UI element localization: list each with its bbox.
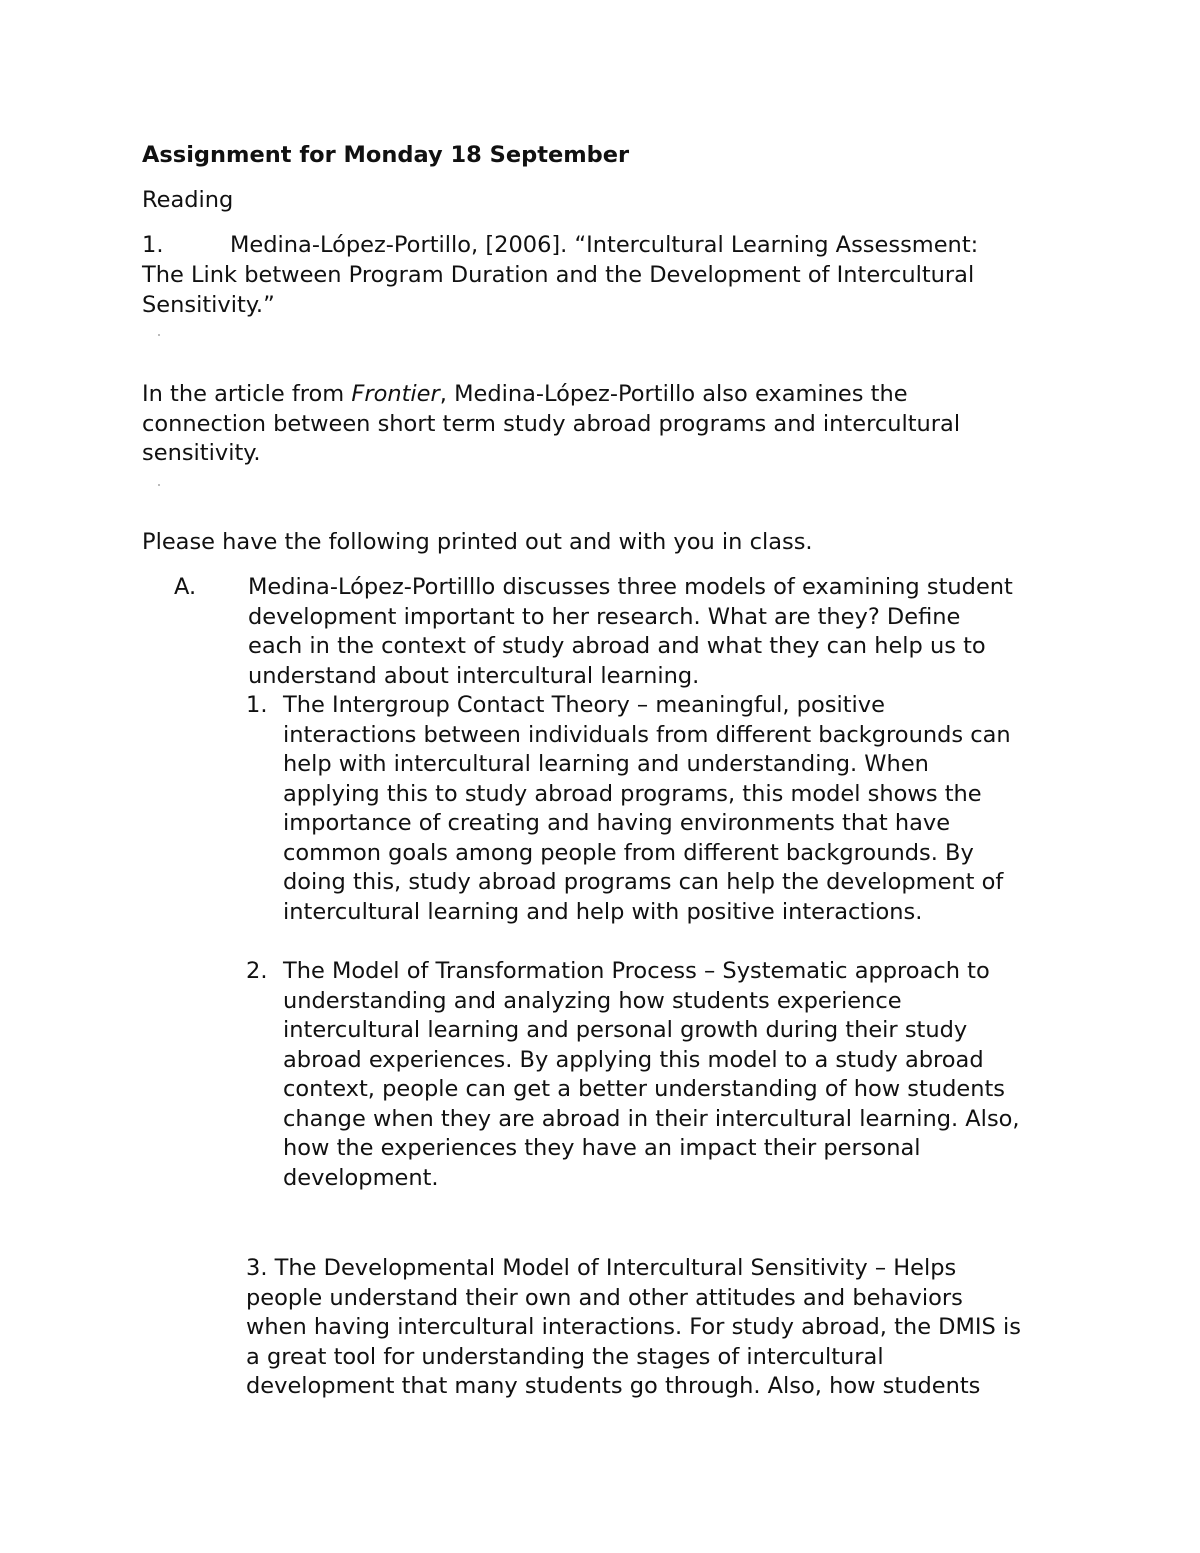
blank-paragraph-mark — [158, 484, 160, 486]
model-line: change when they are abroad in their intercultural learning. Also, — [283, 1105, 1020, 1132]
model-line: doing this, study abroad programs can help the development of — [283, 869, 1004, 895]
reference-citation-line-2: The Link between Program Duration and the Development of Intercultural — [142, 262, 975, 288]
model-item-3 — [246, 1254, 1126, 1402]
question-letter: A. — [174, 574, 197, 600]
question-text — [248, 573, 1098, 691]
intro-paragraph — [142, 380, 1042, 469]
blank-paragraph-mark — [158, 334, 160, 336]
intro-suffix: , Medina-López-Portillo also examines the — [439, 381, 908, 407]
model-line: context, people can get a better understanding of how students — [283, 1076, 1006, 1102]
model-line: 3. The Developmental Model of Intercultural Sensitivity – Helps — [246, 1255, 957, 1281]
intro-source-title: Frontier — [351, 381, 440, 407]
model-line: common goals among people from different backgrounds. By — [283, 839, 974, 866]
model-item-1 — [246, 691, 1096, 927]
model-number: 1. — [246, 692, 268, 718]
model-line: The Model of Transformation Process – Systematic approach to — [283, 958, 990, 984]
model-line: a great tool for understanding the stages of intercultural — [246, 1343, 884, 1370]
model-line: development. — [283, 1164, 439, 1191]
model-line: development that many students go through. Also, how students — [246, 1373, 981, 1399]
model-line: abroad experiences. By applying this model to a study abroad — [283, 1046, 984, 1073]
reference-number: 1. — [142, 232, 164, 258]
model-line: understanding and analyzing how students experience — [283, 987, 902, 1014]
question-line: each in the context of study abroad and what they can help us to — [248, 633, 986, 659]
model-item-2 — [246, 957, 1096, 1193]
intro-prefix: In the article from — [142, 381, 352, 407]
model-line: when having intercultural interactions. For study abroad, the DMIS is — [246, 1314, 1021, 1340]
model-number: 2. — [246, 958, 268, 984]
model-line: The Intergroup Contact Theory – meaningful, positive — [283, 692, 885, 718]
document-title: Assignment for Monday 18 September — [142, 142, 630, 168]
reference-citation-continued — [142, 261, 1042, 320]
reference-citation-line-1: Medina-López-Portillo, [2006]. “Intercultural Learning Assessment: — [230, 232, 979, 258]
question-line: understand about intercultural learning. — [248, 662, 700, 689]
model-description — [283, 957, 1096, 1193]
intro-line-1 — [142, 380, 1042, 410]
model-line: intercultural learning and personal growth during their study — [283, 1017, 968, 1043]
reading-heading: Reading — [142, 187, 234, 213]
model-line: importance of creating and having environments that have — [283, 810, 951, 836]
reference-citation-line-3: Sensitivity.” — [142, 291, 275, 318]
model-description — [283, 691, 1096, 927]
model-line: interactions between individuals from different backgrounds can — [283, 721, 1011, 748]
intro-line-3: sensitivity. — [142, 440, 261, 466]
model-line: applying this to study abroad programs, this model shows the — [283, 780, 982, 807]
model-line: people understand their own and other attitudes and behaviors — [246, 1284, 963, 1311]
model-line: help with intercultural learning and understanding. When — [283, 751, 929, 777]
model-line: how the experiences they have an impact their personal — [283, 1135, 921, 1161]
intro-line-2: connection between short term study abroad programs and intercultural — [142, 410, 961, 437]
instruction-text: Please have the following printed out and with you in class. — [142, 529, 813, 555]
model-line: intercultural learning and help with positive interactions. — [283, 898, 923, 925]
question-line: development important to her research. What are they? Define — [248, 603, 961, 630]
question-line: Medina-López-Portilllo discusses three models of examining student — [248, 574, 1013, 600]
